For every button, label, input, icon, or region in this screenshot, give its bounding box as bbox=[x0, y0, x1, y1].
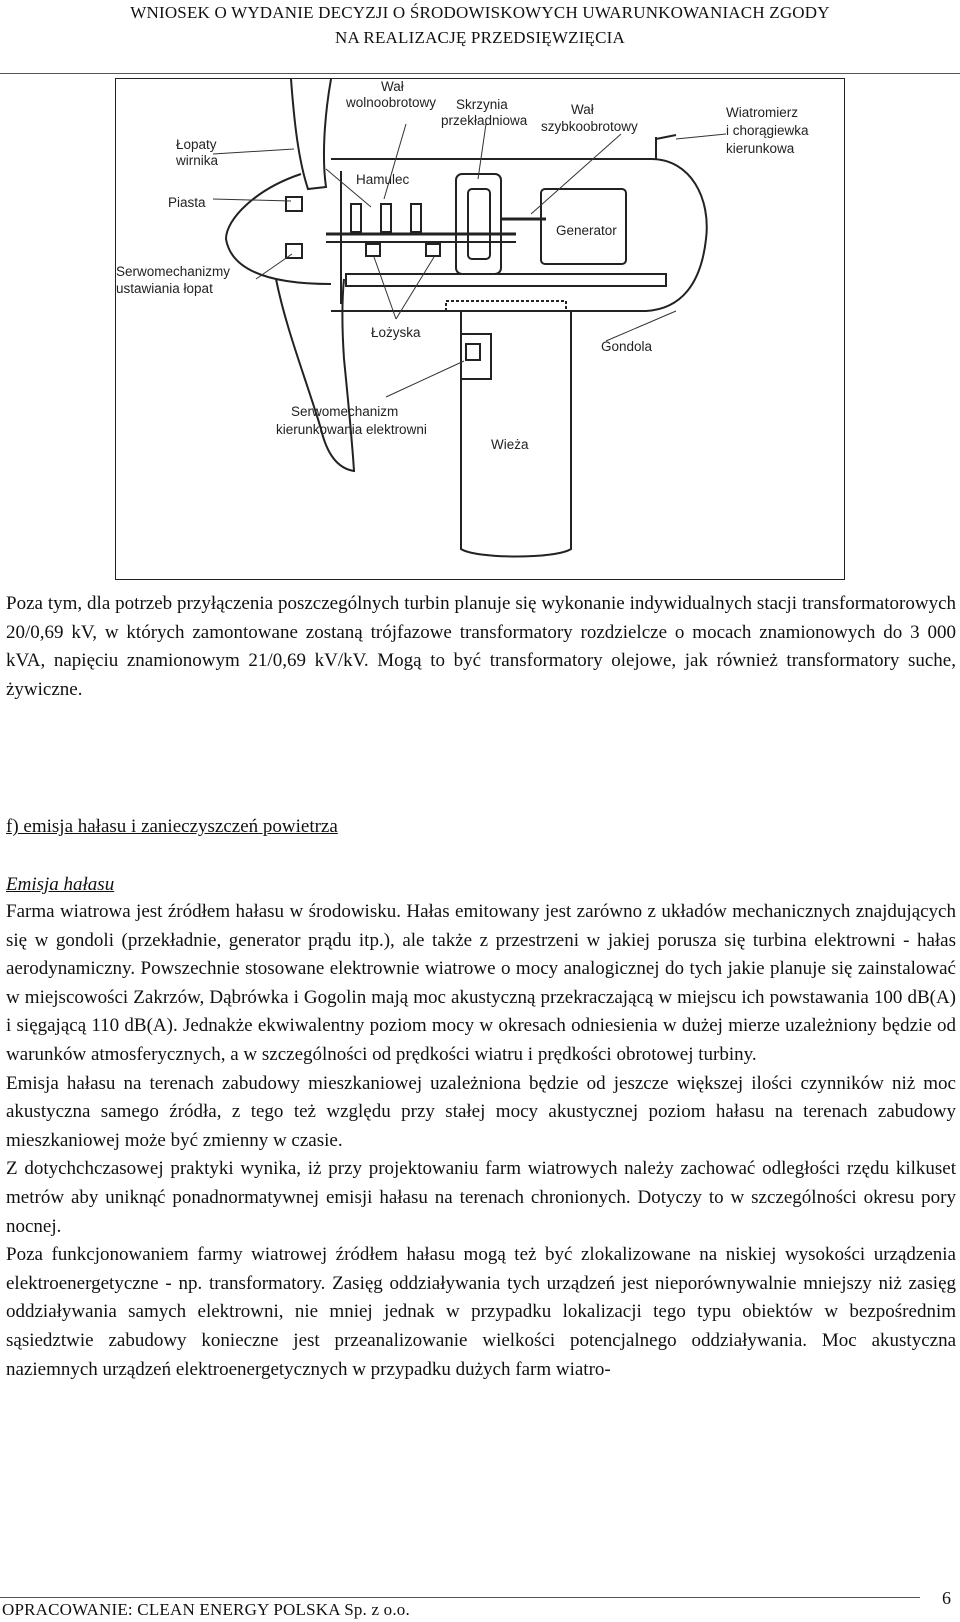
label-wal-szybkoobrotowy-1: Wał bbox=[571, 102, 594, 117]
label-piasta: Piasta bbox=[168, 195, 206, 210]
brake-1 bbox=[351, 204, 361, 232]
bearing-1 bbox=[366, 244, 380, 256]
label-wieza: Wieża bbox=[491, 437, 529, 452]
paragraph-5: Poza funkcjonowaniem farmy wiatrowej źródłem hałasu mogą też być zlokalizowane na niskiej wysokości urządzenia elektroenergetyczne - np. transformatory. Zasięg oddziaływania tych urządzeń jest nieporównywalnie mniejszy niż zasięg oddziaływania samych elektrowni, nie mniej jednak w przypadku lokalizacji tego typu obiektów w bezpośrednim sąsiedztwie zabudowy konieczne jest przeanalizowanie wielkości potencjalnego oddziaływania. Moc akustyczna naziemnych urządzeń elektroenergetycznych w przypadku dużych farm wiatro- bbox=[6, 1244, 956, 1380]
label-skrzynia-2: przekładniowa bbox=[441, 113, 528, 128]
header-line-1: WNIOSEK O WYDANIE DECYZJI O ŚRODOWISKOWYCH UWARUNKOWANIACH ZGODY bbox=[130, 3, 830, 22]
bearing-2 bbox=[426, 244, 440, 256]
header-line-2: NA REALIZACJĘ PRZEDSIĘWZIĘCIA bbox=[334, 28, 626, 47]
brake-2 bbox=[381, 204, 391, 232]
label-wiatromierz-1: Wiatromierz bbox=[726, 105, 799, 120]
upper-blade bbox=[291, 79, 331, 189]
label-lozyska: Łożyska bbox=[371, 325, 421, 340]
paragraph-transformers bbox=[6, 590, 956, 704]
pitch-servo-top bbox=[286, 197, 302, 211]
label-wal-wolnoobrotowy-1: Wał bbox=[381, 79, 404, 94]
label-wal-wolnoobrotowy-2: wolnoobrotowy bbox=[346, 95, 437, 110]
label-skrzynia-1: Skrzynia bbox=[456, 97, 508, 112]
anemometer-vane bbox=[656, 135, 676, 139]
label-serwo-lopat-2: ustawiania łopat bbox=[116, 281, 213, 296]
label-wal-szybkoobrotowy-2: szybkoobrotowy bbox=[541, 119, 638, 134]
label-lopaty-1: Łopaty bbox=[176, 137, 217, 152]
label-serwo-kier-2: kierunkowania elektrowni bbox=[276, 422, 427, 437]
wind-turbine-diagram bbox=[115, 78, 845, 580]
paragraph-1: Poza tym, dla potrzeb przyłączenia poszczególnych turbin planuje się wykonanie indywidualnych stacji transformatorowych 20/0,69 kV, w których zamontowane zostaną trójfazowe transformatory rozdzielcze o mocach znamionowych do 3 000 kVA, napięciu znamionowym 21/0,69 kV/kV. Mogą to być transformatory olejowe, jak również transformatory suche, żywiczne. bbox=[6, 593, 956, 700]
yaw-motor-inner bbox=[466, 344, 480, 360]
label-wiatromierz-3: kierunkowa bbox=[726, 141, 795, 156]
label-gondola: Gondola bbox=[601, 339, 653, 354]
turbine-drawing bbox=[116, 79, 846, 581]
page-number: 6 bbox=[942, 1588, 951, 1608]
tower bbox=[461, 311, 571, 557]
gearbox-core bbox=[468, 189, 490, 259]
label-hamulec: Hamulec bbox=[356, 172, 410, 187]
label-serwo-lopat-1: Serwomechanizmy bbox=[116, 264, 231, 279]
footer-company: OPRACOWANIE: CLEAN ENERGY POLSKA Sp. z o.o. bbox=[2, 1600, 410, 1619]
label-wiatromierz-2: i chorągiewka bbox=[726, 123, 809, 138]
header-rule bbox=[0, 73, 960, 74]
section-title: f) emisja hałasu i zanieczyszczeń powietrza bbox=[6, 816, 338, 837]
label-lopaty-2: wirnika bbox=[176, 153, 219, 168]
paragraph-4: Z dotychchczasowej praktyki wynika, iż przy projektowaniu farm wiatrowych należy zachować odległości rzędu kilkuset metrów aby uniknąć ponadnormatywnej emisji hałasu na terenach chronionych. Dotyczy to w szczególności okresu pory nocnej. bbox=[6, 1158, 956, 1237]
base-frame bbox=[346, 274, 666, 286]
subsection-title: Emisja hałasu bbox=[6, 874, 115, 895]
lower-blade bbox=[276, 279, 354, 471]
page-header bbox=[0, 0, 960, 50]
paragraph-2: Farma wiatrowa jest źródłem hałasu w środowisku. Hałas emitowany jest zarówno z układów mechanicznych znajdujących się w gondoli (przekładnie, generator prądu itp.), ale także z przestrzeni w jakiej porusza się turbina elektrowni - hałas aerodynamiczny. Powszechnie stosowane elektrownie wiatrowe o mocy analogicznej do tych jakie planuje się zainstalować w miejscowości Zakrzów, Dąbrówka i Gogolin mają moc akustyczną przekraczającą w miejscu ich powstawania 100 dB(A) i sięgającą 110 dB(A). Jednakże ekwiwalentny poziom mocy w okresach odniesienia w dużej mierze uzależniony będzie od warunków atmosferycznych, a w szczególności od prędkości wiatru i prędkości obrotowej turbiny. bbox=[6, 901, 956, 1065]
paragraph-3: Emisja hałasu na terenach zabudowy mieszkaniowej uzależniona będzie od jeszcze większej ilości czynników niż moc akustyczna samego źródła, z tego też względu przy stałej mocy akustycznej poziom hałasu na terenach zabudowy mieszkaniowej może być zmienny w czasie. bbox=[6, 1072, 956, 1151]
label-generator: Generator bbox=[556, 223, 617, 238]
footer-rule bbox=[0, 1597, 920, 1598]
label-serwo-kier-1: Serwomechanizm bbox=[291, 404, 399, 419]
hub bbox=[226, 174, 331, 284]
brake-3 bbox=[411, 204, 421, 232]
noise-text bbox=[6, 898, 956, 1384]
yaw-gear bbox=[446, 301, 566, 311]
